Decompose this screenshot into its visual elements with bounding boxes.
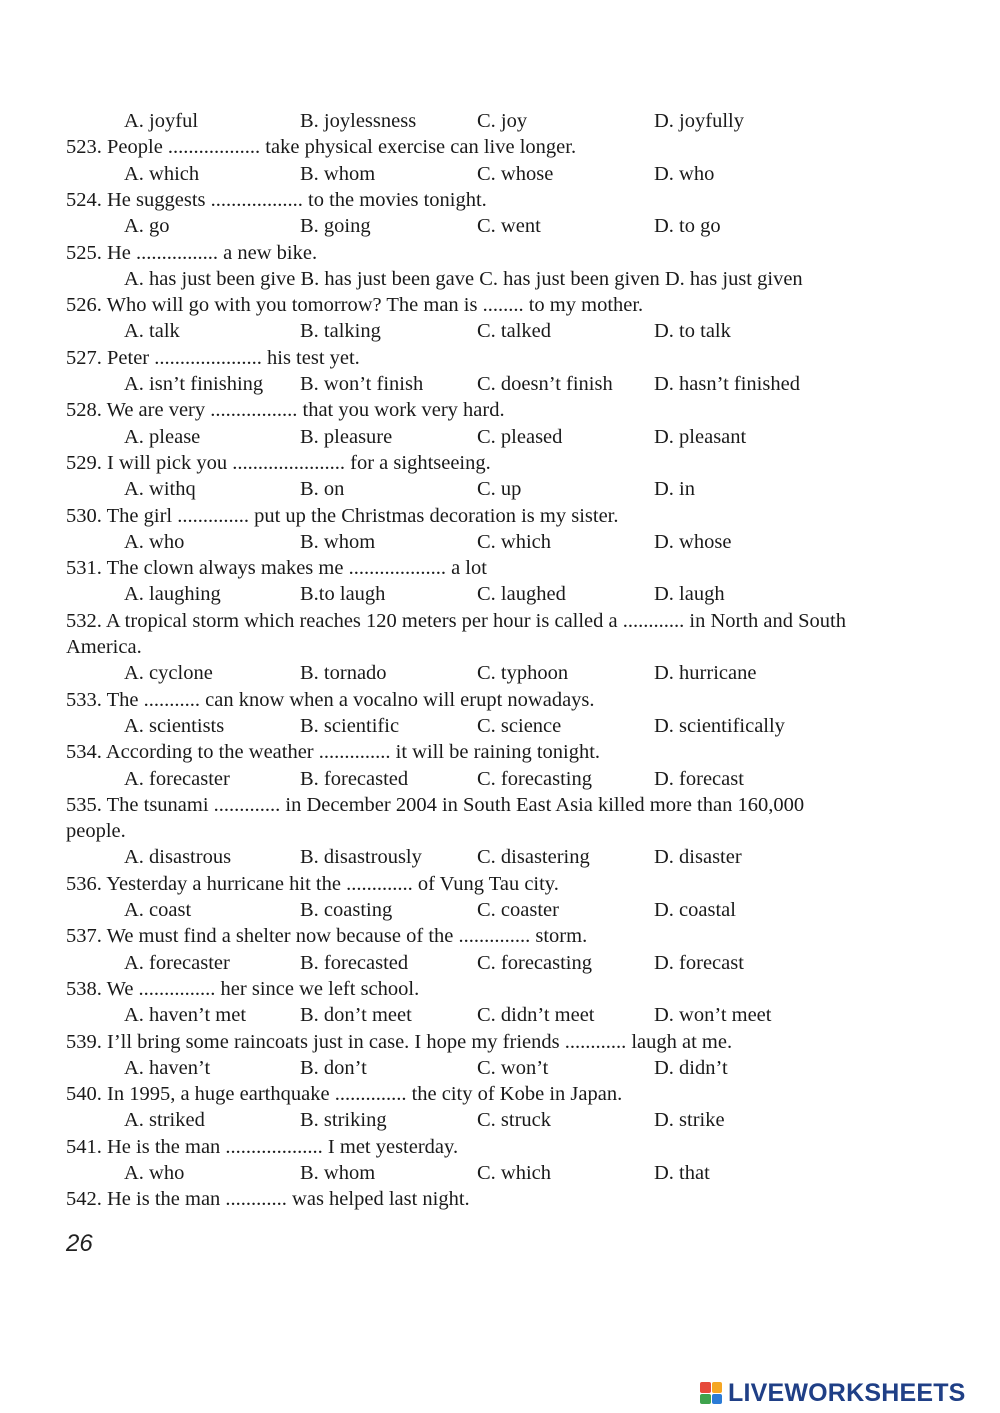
answer-option-a: A. coast [124, 899, 192, 921]
answer-option-d: D. that [654, 1162, 710, 1184]
answer-option-c: C. forecasting [477, 767, 592, 790]
answer-option-d: D. laugh [654, 583, 725, 606]
answer-option-b: B. striking [300, 1109, 387, 1132]
answer-option-b: B. don’t [300, 1056, 367, 1079]
question-text: 538. We ............... her since we left school. [66, 977, 420, 1000]
answer-option-a: A. withq [124, 478, 196, 501]
question-text: 531. The clown always makes me ................... a lot [66, 557, 487, 580]
answer-option-b: B. disastrously [300, 846, 422, 869]
answer-option-c: C. coaster [477, 899, 559, 921]
answer-option-a: A. go [124, 215, 170, 238]
answer-option-a: A. joyful [124, 110, 199, 132]
answer-option-a: A. talk [124, 320, 180, 343]
answer-option-d: D. in [654, 478, 695, 501]
answer-option-a: A. forecaster [124, 951, 230, 974]
answer-option-d: D. to talk [654, 320, 731, 343]
answer-option-a: A. laughing [124, 583, 221, 606]
answer-option-a: A. cyclone [124, 662, 213, 685]
answer-option-a: A. haven’t [124, 1056, 211, 1079]
question-text: 529. I will pick you ...................... for a sightseeing. [66, 451, 491, 474]
answer-option-d: D. who [654, 162, 715, 185]
question-text: 528. We are very ................. that you work very hard. [66, 399, 505, 422]
answer-option-c: C. doesn’t finish [477, 373, 613, 395]
answer-option-d: D. to go [654, 215, 721, 238]
answer-option-c: C. didn’t meet [477, 1004, 595, 1027]
answer-option-c: C. talked [477, 320, 552, 343]
question-text: 533. The ........... can know when a vocalno will erupt nowadays. [66, 688, 595, 711]
answer-option-c: C. science [477, 714, 562, 737]
question-text: 539. I’ll bring some raincoats just in case. I hope my friends ............ laugh at me. [66, 1030, 733, 1053]
question-text: 535. The tsunami ............. in December 2004 in South East Asia killed more than 160,000 [66, 793, 805, 816]
answer-option-d: D. won’t meet [654, 1004, 772, 1027]
logo-square-3 [700, 1394, 711, 1405]
answer-option-b: B. scientific [300, 714, 400, 737]
answer-option-d: D. scientifically [654, 714, 785, 737]
liveworksheets-logo-icon [700, 1382, 722, 1404]
answer-option-b: B.to laugh [300, 583, 386, 606]
answer-option-b: B. forecasted [300, 767, 409, 790]
page-number: 26 [66, 1230, 93, 1257]
question-text: 524. He suggests .................. to the movies tonight. [66, 188, 487, 211]
answer-option-c: C. which [477, 530, 552, 553]
answer-option-c: C. pleased [477, 425, 563, 448]
answer-option-d: D. pleasant [654, 425, 747, 448]
answer-option-c: C. struck [477, 1109, 552, 1132]
answer-option-d: D. strike [654, 1109, 725, 1132]
answer-option-b: B. whom [300, 162, 376, 185]
answer-options-row [124, 266, 960, 292]
answer-option-c: C. laughed [477, 583, 566, 606]
answer-option-d: D. disaster [654, 846, 742, 869]
liveworksheets-brand [700, 1378, 966, 1408]
answer-option-a: A. scientists [124, 714, 225, 737]
answer-option-b: B. going [300, 215, 371, 238]
question-text: 527. Peter ..................... his test yet. [66, 346, 360, 369]
answer-option-a: A. who [124, 1162, 185, 1184]
answer-option-b: B. forecasted [300, 951, 409, 974]
question-text: 526. Who will go with you tomorrow? The man is ........ to my mother. [66, 294, 644, 317]
answer-option-b: B. joylessness [300, 110, 417, 132]
question-text: people. [66, 820, 126, 843]
answer-option-b: B. coasting [300, 899, 393, 921]
answer-option-d: D. hasn’t finished [654, 373, 800, 395]
answer-option-c: C. forecasting [477, 951, 592, 974]
question-text: 534. According to the weather .............. it will be raining tonight. [66, 741, 601, 764]
question-text: 530. The girl .............. put up the Christmas decoration is my sister. [66, 504, 619, 527]
question-text: 525. He ................ a new bike. [66, 241, 318, 264]
answer-option-a: A. who [124, 530, 185, 553]
answer-option-b: B. pleasure [300, 425, 393, 448]
logo-square-1 [700, 1382, 711, 1393]
question-text: 541. He is the man ................... I met yesterday. [66, 1135, 459, 1158]
answer-option-a: A. which [124, 162, 200, 185]
question-text: America. [66, 636, 142, 658]
question-text: 540. In 1995, a huge earthquake .............. the city of Kobe in Japan. [66, 1083, 623, 1106]
question-text: 523. People .................. take physical exercise can live longer. [66, 136, 577, 159]
logo-square-4 [712, 1394, 723, 1405]
answer-option-d: D. whose [654, 530, 732, 553]
answer-option-b: B. talking [300, 320, 381, 343]
question-text: 536. Yesterday a hurricane hit the ............. of Vung Tau city. [66, 872, 559, 895]
logo-square-2 [712, 1382, 723, 1393]
question-text: 542. He is the man ............ was helped last night. [66, 1188, 470, 1211]
answer-option-a: A. please [124, 425, 201, 448]
answer-option-c: C. whose [477, 162, 554, 185]
answer-option-d: D. hurricane [654, 662, 757, 685]
answer-option-b: B. tornado [300, 662, 387, 685]
answer-option-d: D. coastal [654, 899, 736, 921]
answer-option-b: B. whom [300, 530, 376, 553]
question-text: 532. A tropical storm which reaches 120 meters per hour is called a ............ in North and South [66, 609, 846, 632]
answer-option-c: C. disastering [477, 846, 590, 869]
answer-option-a: A. disastrous [124, 846, 232, 869]
answer-option-b: B. won’t finish [300, 373, 424, 395]
answer-option-a: A. haven’t met [124, 1004, 247, 1027]
answer-option-a: A. forecaster [124, 767, 230, 790]
brand-wordmark: LIVEWORKSHEETS [728, 1378, 966, 1407]
answer-option-d: D. forecast [654, 767, 744, 790]
answer-option-c: C. up [477, 478, 522, 501]
question-text: 537. We must find a shelter now because of the .............. storm. [66, 925, 588, 948]
answer-option-c: C. which [477, 1162, 552, 1184]
answer-option-d: D. didn’t [654, 1056, 728, 1079]
answer-option-c: C. joy [477, 110, 528, 132]
answer-option-a: A. isn’t finishing [124, 373, 264, 395]
answer-option-b: B. don’t meet [300, 1004, 412, 1027]
answer-option-a: A. striked [124, 1109, 205, 1132]
answer-option-c: C. typhoon [477, 662, 569, 685]
answer-option-d: D. joyfully [654, 110, 744, 132]
answer-option-d: D. forecast [654, 951, 744, 974]
answer-option-b: B. on [300, 478, 345, 501]
answer-option-b: B. whom [300, 1162, 376, 1184]
answer-option-c: C. won’t [477, 1056, 549, 1079]
answer-options-inline: A. has just been give B. has just been gave C. has just been given D. has just given [124, 267, 803, 290]
answer-option-c: C. went [477, 215, 541, 238]
